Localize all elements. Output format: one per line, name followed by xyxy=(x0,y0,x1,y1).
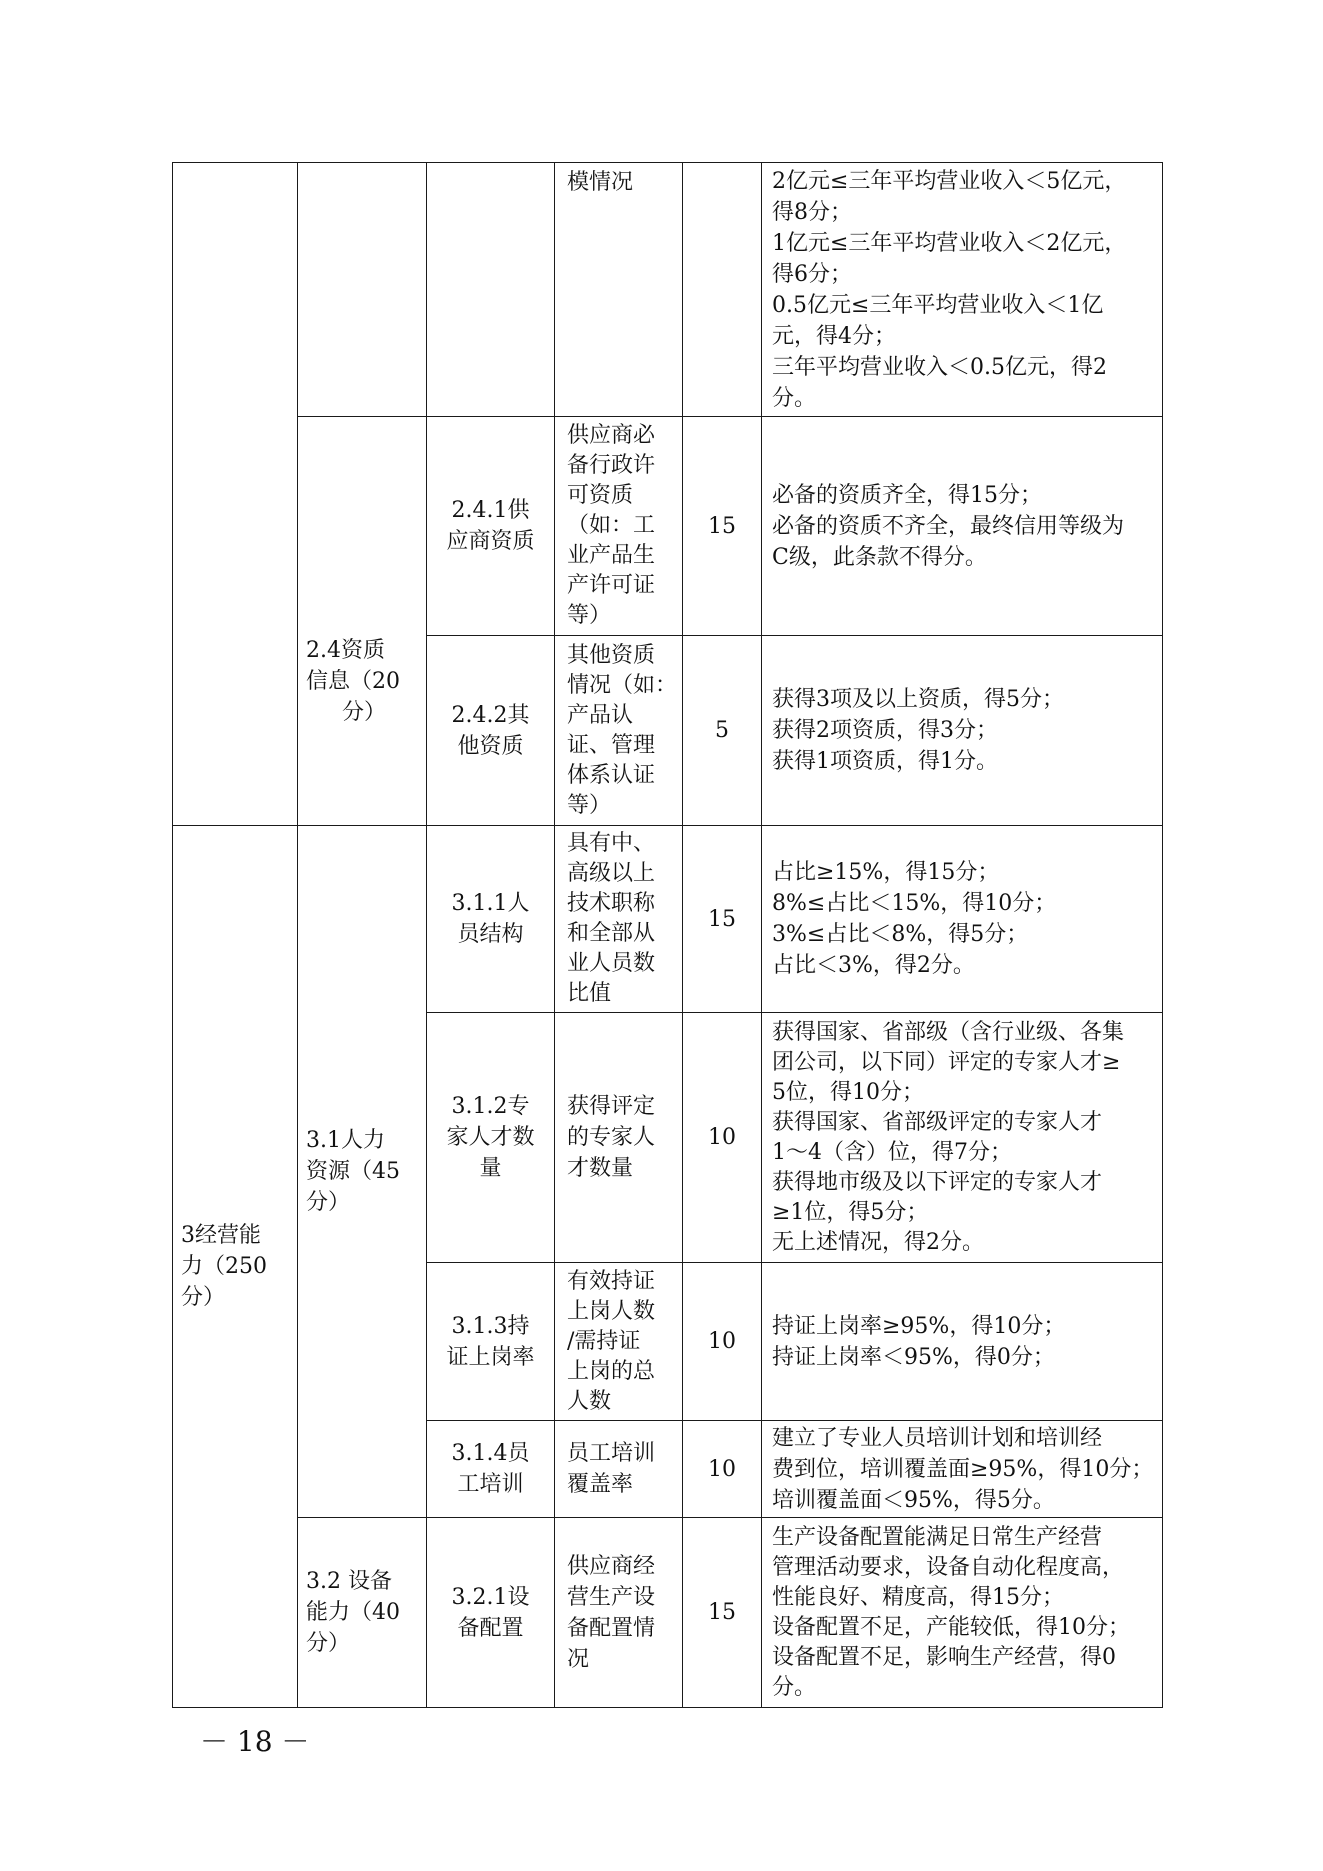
criteria-line: 获得1项资质，得1分。 xyxy=(772,749,998,774)
criteria-cell xyxy=(762,1013,1163,1263)
criteria-line: 建立了专业人员培训计划和培训经 xyxy=(772,1425,1103,1451)
score-value: 10 xyxy=(708,1456,736,1482)
criteria-line: 获得3项及以上资质，得5分； xyxy=(772,687,1064,712)
criteria-line: 0.5亿元≤三年平均营业收入＜1亿 xyxy=(772,292,1104,318)
content-cell xyxy=(555,417,683,636)
item-line: 3.1.4员 xyxy=(451,1441,530,1466)
content-cell xyxy=(555,1013,683,1263)
table-row xyxy=(173,826,1163,1013)
section-label-line: 分） xyxy=(306,1190,351,1215)
criteria-line: 1～4（含）位，得7分； xyxy=(772,1139,1012,1165)
criteria-line: 培训覆盖面＜95%，得5分。 xyxy=(772,1487,1055,1513)
criteria-line: 设备配置不足，影响生产经营，得0 xyxy=(772,1644,1116,1670)
content-line: 高级以上 xyxy=(567,861,656,886)
content-line: 技术职称 xyxy=(567,891,656,916)
score-cell xyxy=(683,1518,762,1708)
section-3-1-label xyxy=(298,826,427,1518)
criteria-line: 持证上岗率≥95%，得10分； xyxy=(772,1313,1066,1339)
content-line: 获得评定 xyxy=(567,1094,656,1119)
section-label-line: 3.2 设备 xyxy=(306,1569,392,1594)
content-line: 业产品生 xyxy=(567,543,656,568)
content-line: 比值 xyxy=(567,981,612,1006)
score-cell-continued xyxy=(683,163,762,417)
criteria-line: 三年平均营业收入＜0.5亿元，得2 xyxy=(772,354,1107,380)
content-line: 供应商必 xyxy=(567,423,656,448)
item-2-4-2 xyxy=(427,636,555,826)
item-line: 量 xyxy=(479,1156,502,1181)
criteria-line: 5位，得10分； xyxy=(772,1079,924,1105)
item-line: 2.4.1供 xyxy=(451,498,530,523)
criteria-line: 8%≤占比＜15%，得10分； xyxy=(772,891,1057,916)
criteria-line: 2亿元≤三年平均营业收入＜5亿元， xyxy=(772,168,1127,194)
criteria-line: 无上述情况，得2分。 xyxy=(772,1229,984,1255)
category-3-label xyxy=(173,826,298,1708)
content-line: 员工培训 xyxy=(567,1441,656,1466)
criteria-line: 分。 xyxy=(772,385,817,411)
score-value: 10 xyxy=(708,1329,736,1354)
content-line: 况 xyxy=(567,1646,590,1672)
item-line: 3.1.1人 xyxy=(451,891,530,916)
criteria-line: 占比≥15%，得15分； xyxy=(772,860,1000,885)
content-cell xyxy=(555,1518,683,1708)
content-line: （如：工 xyxy=(567,513,656,538)
criteria-line: 费到位，培训覆盖面≥95%，得10分； xyxy=(772,1456,1154,1482)
item-3-1-2 xyxy=(427,1013,555,1263)
criteria-cell xyxy=(762,1518,1163,1708)
content-text: 模情况 xyxy=(567,170,634,195)
content-line: 等） xyxy=(567,603,612,628)
criteria-line: 必备的资质不齐全，最终信用等级为 xyxy=(772,513,1125,539)
content-cell xyxy=(555,826,683,1013)
criteria-line: 获得国家、省部级评定的专家人才 xyxy=(772,1109,1103,1135)
content-cell xyxy=(555,636,683,826)
criteria-line: 得6分； xyxy=(772,261,852,287)
criteria-line: 得8分； xyxy=(772,199,852,225)
item-line: 证上岗率 xyxy=(446,1344,535,1370)
criteria-line: 3%≤占比＜8%，得5分； xyxy=(772,922,1029,947)
section-label-line: 能力（40 xyxy=(306,1600,400,1625)
table-row xyxy=(173,1518,1163,1708)
category-label-line: 分） xyxy=(181,1285,226,1310)
criteria-line: 获得地市级及以下评定的专家人才 xyxy=(772,1169,1103,1195)
content-line: 覆盖率 xyxy=(567,1472,634,1497)
content-line: 其他资质 xyxy=(567,642,656,668)
content-line: /需持证 xyxy=(567,1328,641,1354)
criteria-cell xyxy=(762,636,1163,826)
section-2-4-label xyxy=(298,417,427,826)
criteria-line: 元，得4分； xyxy=(772,323,896,349)
score-value: 15 xyxy=(708,906,736,932)
item-line: 他资质 xyxy=(457,733,524,759)
criteria-line: 管理活动要求，设备自动化程度高， xyxy=(772,1554,1125,1580)
category-label-line: 3经营能 xyxy=(181,1223,261,1248)
criteria-line: 分。 xyxy=(772,1674,817,1700)
criteria-line: 性能良好、精度高，得15分； xyxy=(772,1584,1064,1610)
item-line: 3.2.1设 xyxy=(451,1584,530,1610)
content-line: 有效持证 xyxy=(567,1268,656,1294)
content-line: 备行政许 xyxy=(567,453,656,478)
section-label-line: 信息（20 xyxy=(306,668,400,694)
criteria-line: 1亿元≤三年平均营业收入＜2亿元， xyxy=(772,230,1127,256)
section-label-line: 分） xyxy=(341,699,386,725)
content-line: 人数 xyxy=(567,1388,612,1414)
content-line: 上岗的总 xyxy=(567,1358,656,1384)
content-cell xyxy=(555,1421,683,1518)
content-line: 证、管理 xyxy=(567,732,656,758)
content-line: 和全部从 xyxy=(567,921,656,946)
criteria-cell xyxy=(762,1421,1163,1518)
criteria-line: ≥1位，得5分； xyxy=(772,1199,929,1225)
content-cell xyxy=(555,1263,683,1421)
criteria-line: C级，此条款不得分。 xyxy=(772,544,987,570)
page-number: － 18 － xyxy=(200,1725,310,1758)
content-line: 备配置情 xyxy=(567,1615,656,1641)
item-line: 备配置 xyxy=(457,1615,524,1641)
content-line: 等） xyxy=(567,792,612,818)
criteria-cell xyxy=(762,163,1163,417)
score-cell xyxy=(683,1421,762,1518)
section-cell-continued xyxy=(298,163,427,417)
table-row xyxy=(173,163,1163,417)
item-line: 应商资质 xyxy=(446,529,535,554)
item-2-4-1 xyxy=(427,417,555,636)
criteria-line: 获得国家、省部级（含行业级、各集 xyxy=(772,1019,1125,1045)
item-cell-continued xyxy=(427,163,555,417)
section-label-line: 资源（45 xyxy=(306,1159,400,1184)
item-line: 工培训 xyxy=(457,1472,524,1497)
criteria-line: 占比＜3%，得2分。 xyxy=(772,953,975,978)
section-label-line: 2.4资质 xyxy=(306,637,385,663)
content-line: 供应商经 xyxy=(567,1553,656,1579)
criteria-line: 获得2项资质，得3分； xyxy=(772,718,998,743)
item-line: 3.1.2专 xyxy=(451,1094,530,1119)
item-3-1-4 xyxy=(427,1421,555,1518)
score-cell xyxy=(683,636,762,826)
content-line: 可资质 xyxy=(567,483,634,508)
content-line: 业人员数 xyxy=(567,951,656,976)
content-line: 具有中、 xyxy=(567,831,656,856)
item-3-1-1 xyxy=(427,826,555,1013)
criteria-line: 必备的资质齐全，得15分； xyxy=(772,482,1042,508)
content-line: 上岗人数 xyxy=(567,1298,656,1324)
criteria-line: 持证上岗率＜95%，得0分； xyxy=(772,1344,1055,1370)
score-cell xyxy=(683,1263,762,1421)
criteria-cell xyxy=(762,1263,1163,1421)
criteria-line: 生产设备配置能满足日常生产经营 xyxy=(772,1524,1103,1550)
content-cell xyxy=(555,163,683,417)
score-cell xyxy=(683,417,762,636)
content-line: 产许可证 xyxy=(567,573,656,598)
category-label-line: 力（250 xyxy=(181,1254,267,1279)
criteria-cell xyxy=(762,417,1163,636)
evaluation-table xyxy=(172,162,1163,1708)
content-line: 的专家人 xyxy=(567,1125,656,1150)
score-value: 5 xyxy=(715,718,729,743)
score-cell xyxy=(683,826,762,1013)
criteria-line: 设备配置不足，产能较低，得10分； xyxy=(772,1614,1130,1640)
section-label-line: 3.1人力 xyxy=(306,1128,385,1153)
content-line: 营生产设 xyxy=(567,1584,656,1610)
table-row xyxy=(173,417,1163,636)
score-value: 15 xyxy=(708,1600,736,1625)
section-3-2-label xyxy=(298,1518,427,1708)
item-line: 家人才数 xyxy=(446,1125,535,1150)
score-cell xyxy=(683,1013,762,1263)
category-cell-continued xyxy=(173,163,298,826)
item-line: 员结构 xyxy=(457,922,524,947)
score-value: 15 xyxy=(708,513,736,539)
content-line: 才数量 xyxy=(567,1156,634,1181)
content-line: 体系认证 xyxy=(567,762,656,788)
criteria-cell xyxy=(762,826,1163,1013)
section-label-line: 分） xyxy=(306,1631,351,1656)
content-line: 情况（如： xyxy=(567,672,678,698)
item-3-1-3 xyxy=(427,1263,555,1421)
item-line: 2.4.2其 xyxy=(451,702,530,728)
criteria-line: 团公司，以下同）评定的专家人才≥ xyxy=(772,1049,1121,1075)
score-value: 10 xyxy=(708,1125,736,1150)
item-line: 3.1.3持 xyxy=(451,1313,530,1339)
item-3-2-1 xyxy=(427,1518,555,1708)
content-line: 产品认 xyxy=(567,702,634,728)
